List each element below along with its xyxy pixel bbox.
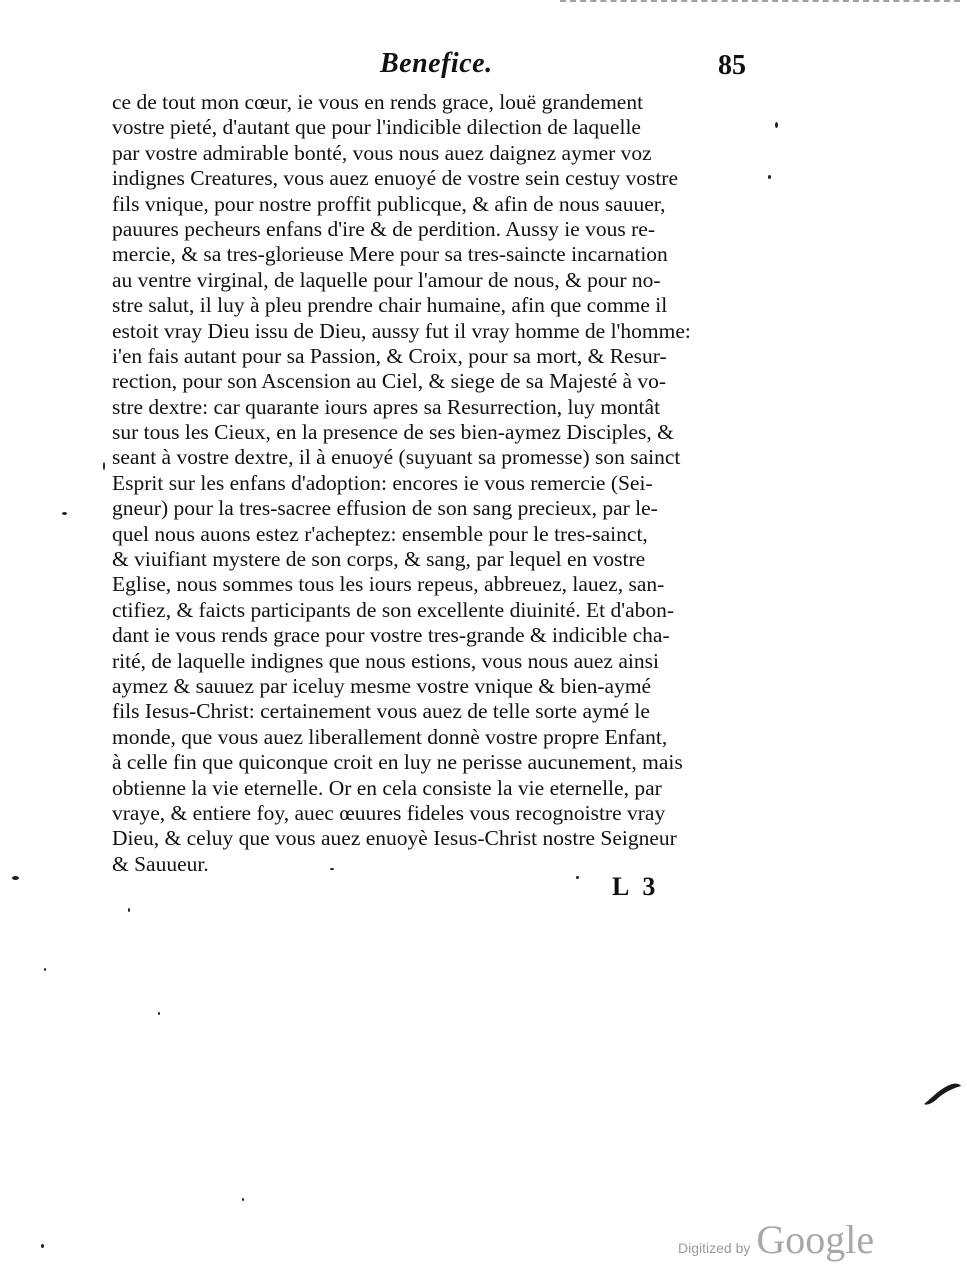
body-text xyxy=(112,90,780,877)
text-line: & viuifiant mystere de son corps, & sang, par lequel en vostre xyxy=(112,547,646,572)
text-line: mercie, & sa tres-glorieuse Mere pour sa tres-saincte incarnation xyxy=(112,242,668,267)
text-line: Eglise, nous sommes tous les iours repeus, abbreuez, lauez, san- xyxy=(112,572,665,597)
scan-speck xyxy=(775,122,778,128)
text-line: dant ie vous rends grace pour vostre tres-grande & indicible cha- xyxy=(112,623,670,648)
text-line: monde, que vous auez liberallement donnè vostre propre Enfant, xyxy=(112,724,668,749)
scan-speck xyxy=(103,462,105,470)
text-line: rection, pour son Ascension au Ciel, & siege de sa Majesté à vo- xyxy=(112,369,667,394)
text-line: par vostre admirable bonté, vous nous auez daignez aymer voz xyxy=(112,140,652,165)
text-line: stre salut, il luy à pleu prendre chair humaine, afin que comme il xyxy=(112,293,668,318)
scan-speck xyxy=(768,175,771,179)
scan-speck xyxy=(12,876,19,880)
google-logo: Google xyxy=(756,1217,875,1262)
scan-speck xyxy=(44,968,46,971)
page-top-edge-artifact xyxy=(560,0,960,8)
text-line: estoit vray Dieu issu de Dieu, aussy fut il vray homme de l'homme: xyxy=(112,318,691,343)
text-line: seant à vostre dextre, il à enuoyé (suyuant sa promesse) son sainct xyxy=(112,445,681,470)
text-line: à celle fin que quiconque croit en luy ne perisse aucunement, mais xyxy=(112,750,683,775)
text-line: i'en fais autant pour sa Passion, & Croix, pour sa mort, & Resur- xyxy=(112,343,667,368)
scan-speck xyxy=(242,1198,244,1201)
text-line: ctifiez, & faicts participants de son excellente diuinité. Et d'abon- xyxy=(112,597,675,622)
text-line: au ventre virginal, de laquelle pour l'amour de nous, & pour no- xyxy=(112,267,661,292)
text-line: gneur) pour la tres-sacree effusion de son sang precieux, par le- xyxy=(112,496,658,521)
text-line: obtienne la vie eternelle. Or en cela consiste la vie eternelle, par xyxy=(112,775,662,800)
text-line: vraye, & entiere foy, auec œuures fideles vous recognoistre vray xyxy=(112,800,666,825)
text-line: & Sauueur. xyxy=(112,851,209,876)
scan-speck xyxy=(128,908,130,912)
scan-speck xyxy=(158,1012,160,1015)
text-line: stre dextre: car quarante iours apres sa Resurrection, luy montât xyxy=(112,394,661,419)
text-line: rité, de laquelle indignes que nous estions, vous nous auez ainsi xyxy=(112,648,659,673)
text-line: pauures pecheurs enfans d'ire & de perdition. Aussy ie vous re- xyxy=(112,216,656,241)
ink-smudge xyxy=(922,1078,962,1108)
text-line: ce de tout mon cœur, ie vous en rends grace, louë grandement xyxy=(112,90,644,114)
scan-speck xyxy=(330,868,334,870)
text-line: quel nous auons estez r'acheptez: ensemble pour le tres-sainct, xyxy=(112,521,648,546)
signature-mark: L 3 xyxy=(612,872,660,901)
text-line: indignes Creatures, vous auez enuoyé de vostre sein cestuy vostre xyxy=(112,166,679,191)
digitized-watermark xyxy=(678,1216,874,1263)
watermark-prefix: Digitized by xyxy=(678,1240,751,1256)
page-number: 85 xyxy=(718,50,746,81)
scan-speck xyxy=(576,876,579,879)
text-line: Esprit sur les enfans d'adoption: encores ie vous remercie (Sei- xyxy=(112,470,653,495)
scan-speck xyxy=(41,1244,44,1248)
text-line: sur tous les Cieux, en la presence de ses bien-aymez Disciples, & xyxy=(112,420,674,445)
text-line: Dieu, & celuy que vous auez enuoyè Iesus-Christ nostre Seigneur xyxy=(112,826,677,851)
text-line: fils vnique, pour nostre proffit publicque, & afin de nous sauuer, xyxy=(112,191,666,216)
text-line: aymez & sauuez par iceluy mesme vostre vnique & bien-aymé xyxy=(112,673,652,698)
scan-speck xyxy=(62,512,67,515)
running-title: Benefice. xyxy=(380,48,493,79)
text-line: fils Iesus-Christ: certainement vous auez de telle sorte aymé le xyxy=(112,699,650,724)
text-line: vostre pieté, d'autant que pour l'indicible dilection de laquelle xyxy=(112,115,641,140)
